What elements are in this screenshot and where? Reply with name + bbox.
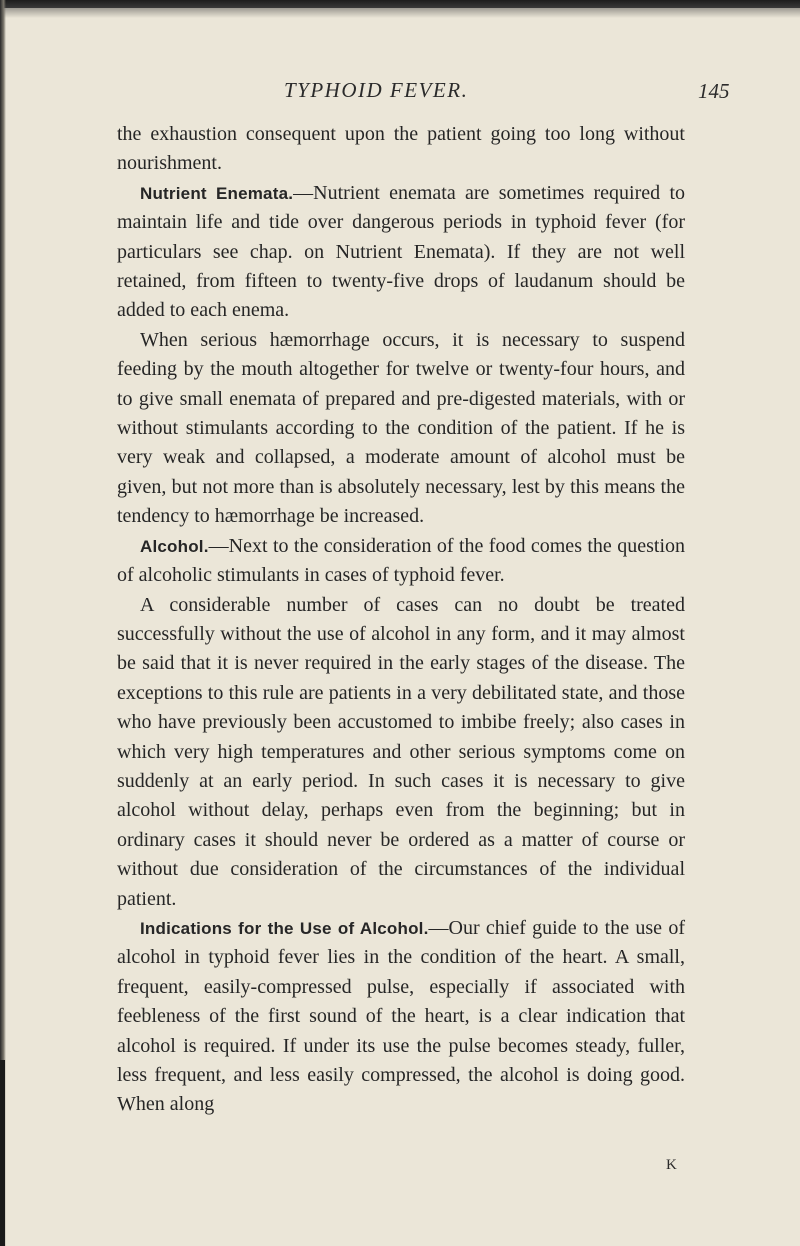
section-heading-nutrient-enemata: Nutrient Enemata.: [140, 183, 294, 203]
paragraph-haemorrhage: [117, 326, 685, 532]
paragraph-indications: [117, 914, 685, 1120]
paragraph-alcohol: [117, 532, 685, 591]
signature-mark: K: [666, 1157, 677, 1173]
section-heading-indications: Indications for the Use of Alcohol.: [140, 918, 429, 938]
paragraph-text: —Nutrient enemata are sometimes required to maintain life and tide over dangerous periods in typhoid fever (for particulars see chap. on Nutrient Enemata). If they are not well retained, from fifteen to twenty-five drops of laudanum should be added to each enema.: [117, 181, 685, 322]
paragraph-considerable-number: [117, 591, 685, 914]
page-number: 145: [698, 79, 730, 103]
paragraph-text: —Our chief guide to the use of alcohol in typhoid fever lies in the condition of the heart. A small, frequent, easily-compressed pulse, especially if associated with feebleness of the first sound of the heart, is a clear indication that alcohol is required. If under its use the pulse becomes steady, fuller, less frequent, and less easily compressed, the alcohol is doing good. When along: [117, 916, 685, 1116]
scan-binding-shadow: [0, 1060, 5, 1246]
section-heading-alcohol: Alcohol.: [140, 536, 209, 556]
scan-top-shadow: [0, 8, 800, 18]
paragraph-continuation: [117, 120, 685, 179]
scan-top-edge: [0, 0, 800, 8]
page-header: [0, 78, 800, 108]
paragraph-text: the exhaustion consequent upon the patient going too long without nourishment.: [117, 123, 685, 175]
paragraph-text: —Next to the consideration of the food comes the question of alcoholic stimulants in cases of typhoid fever.: [117, 534, 685, 587]
body-text: [117, 120, 685, 1120]
paragraph-text: A considerable number of cases can no doubt be treated successfully without the use of alcohol in any form, and it may almost be said that it is never required in the early stages of the disease. The exceptions to this rule are patients in a very debilitated state, and those who have previously been accustomed to imbibe freely; also cases in which very high temperatures and other serious symptoms come on suddenly at an early period. In such cases it is necessary to give alcohol without delay, perhaps even from the beginning; but in ordinary cases it should never be ordered as a matter of course or without due consideration of the circumstances of the individual patient.: [117, 593, 685, 910]
running-title: TYPHOID FEVER.: [284, 78, 469, 102]
paragraph-nutrient-enemata: [117, 179, 685, 326]
paragraph-text: When serious hæmorrhage occurs, it is necessary to suspend feeding by the mouth altogether for twelve or twenty-four hours, and to give small enemata of prepared and pre-digested materials, with or without stimulants according to the condition of the patient. If he is very weak and collapsed, a moderate amount of alcohol must be given, but not more than is absolutely necessary, lest by this means the tendency to hæmorrhage be increased.: [117, 328, 685, 528]
